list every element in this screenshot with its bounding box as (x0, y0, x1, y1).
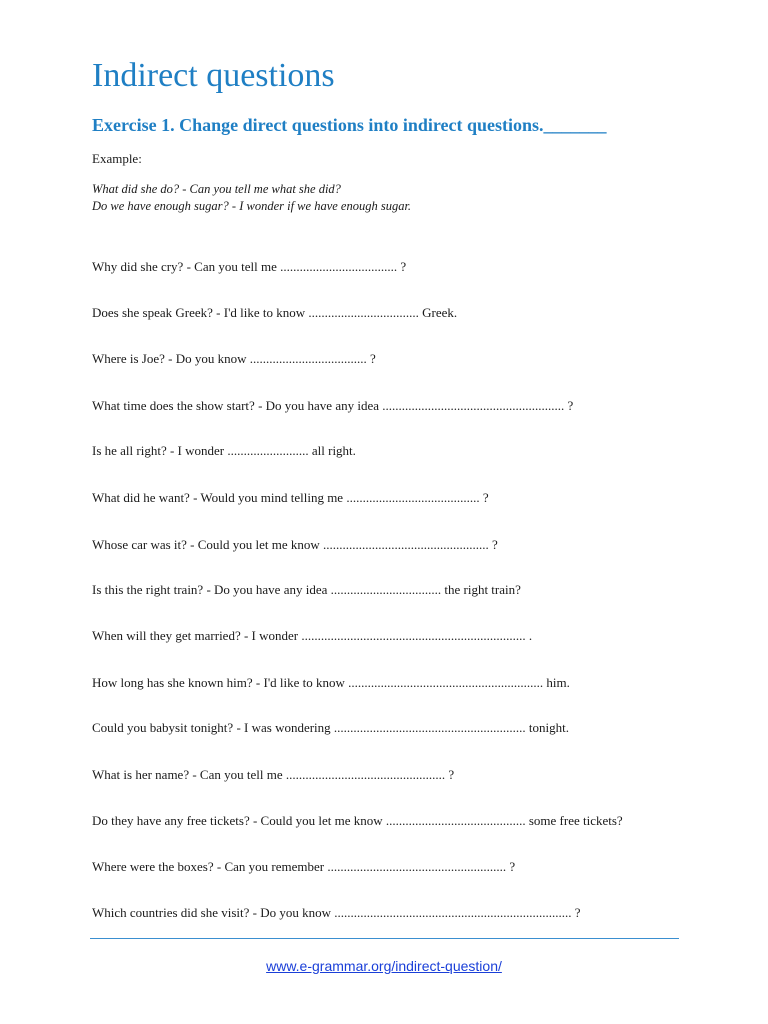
question-item: Is he all right? - I wonder ......................... all right. (92, 443, 356, 458)
example-line: Do we have enough sugar? - I wonder if we have enough sugar. (92, 199, 412, 213)
question-item: Where were the boxes? - Can you remember ....................................................... ? (92, 859, 516, 874)
page-title: Indirect questions (92, 57, 335, 94)
question-item: What is her name? - Can you tell me ................................................. ? (92, 767, 455, 782)
example-label: Example: (92, 151, 142, 166)
question-item: Is this the right train? - Do you have any idea .................................. the right train? (92, 582, 521, 597)
footer-website-link[interactable]: www.e-grammar.org/indirect-question/ (266, 958, 502, 974)
question-item: What time does the show start? - Do you have any idea ........................................................ ? (92, 398, 574, 413)
example-line: What did she do? - Can you tell me what she did? (92, 182, 341, 196)
question-item: Could you babysit tonight? - I was wondering ........................................................... tonight. (92, 720, 570, 735)
question-item: Do they have any free tickets? - Could you let me know ........................................... some free tickets? (92, 813, 623, 828)
question-item: Where is Joe? - Do you know .................................... ? (92, 351, 376, 366)
footer-divider (90, 938, 679, 939)
exercise-heading: Exercise 1. Change direct questions into indirect questions._______ (92, 115, 607, 135)
question-item: Does she speak Greek? - I'd like to know .................................. Greek. (92, 305, 458, 320)
question-item: How long has she known him? - I'd like to know ............................................................ him. (92, 675, 570, 690)
question-item: Which countries did she visit? - Do you know ......................................................................... ? (92, 905, 581, 920)
question-item: Whose car was it? - Could you let me know ................................................... ? (92, 537, 498, 552)
question-item: Why did she cry? - Can you tell me .................................... ? (92, 259, 407, 274)
question-item: When will they get married? - I wonder ..................................................................... . (92, 628, 533, 643)
question-item: What did he want? - Would you mind telling me ......................................... ? (92, 490, 489, 505)
